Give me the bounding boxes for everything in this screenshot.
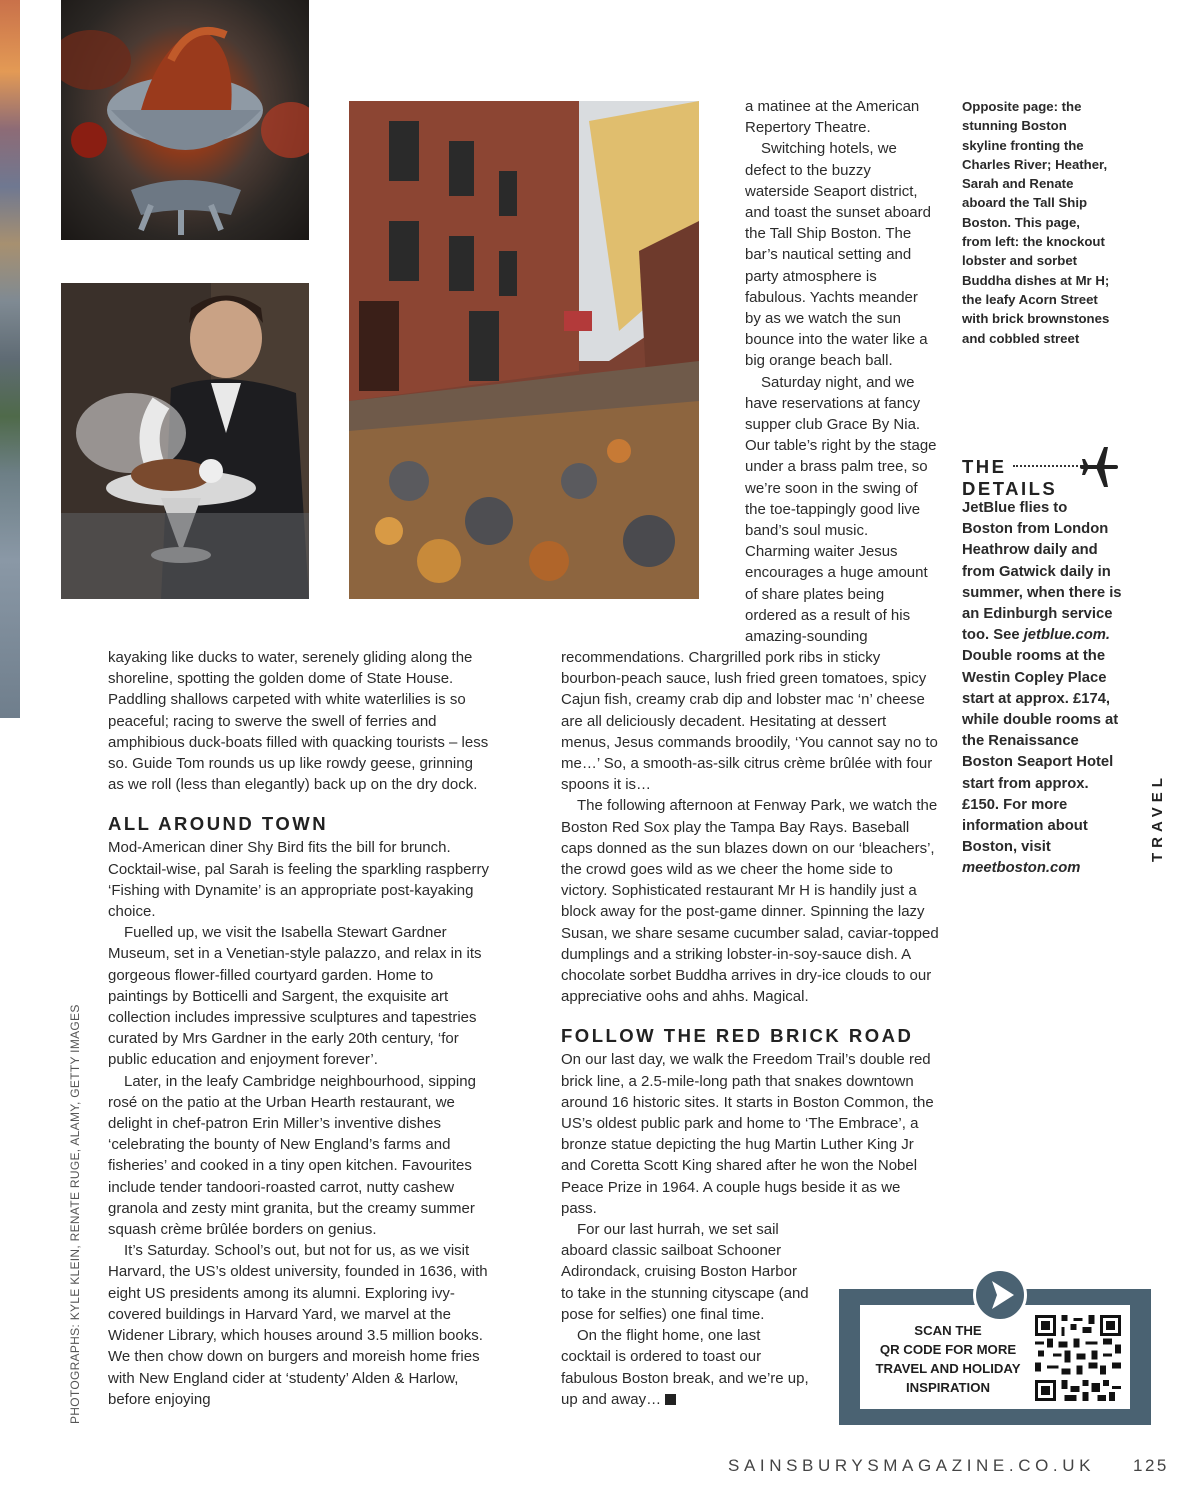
paragraph: kayaking like ducks to water, serenely gliding along the shoreline, spotting the golden dome of State House. Paddling shallows carpeted with white waterlilies is so peaceful; racing to swerve the swell of ferries and amphibious duck-boats filled with quacking tourists – less so. Guide Tom rounds us up like rowdy geese, grinning as we roll (less than elegantly) back up on the dry dock. [108, 649, 489, 794]
qr-promo-line: INSPIRATION [905, 1380, 990, 1395]
waiter-dry-ice-photo [61, 283, 309, 599]
qr-promo-text [860, 1321, 1036, 1397]
paragraph [561, 1325, 811, 1410]
paragraph: Switching hotels, we defect to the buzzy waterside Seaport district, and toast the sunset aboard the Tall Ship Boston. The bar’s nautical setting and party atmosphere is fabulous. Yachts meander by as we watch the sun bounce into the water like a big orange beach ball. [745, 140, 931, 370]
paragraph: Mod-American diner Shy Bird fits the bill for brunch. Cocktail-wise, pal Sarah is feeling the sparkling raspberry ‘Fishing with Dynamite’ is an appropriate post-kayaking choice. [108, 839, 490, 921]
jetblue-link[interactable]: jetblue.com. [1023, 627, 1111, 644]
article-column-top-right [745, 96, 937, 647]
qr-promo-line: TRAVEL AND HOLIDAY [875, 1361, 1021, 1376]
article-column-left [108, 647, 492, 1410]
page-number: 125 [1133, 1456, 1169, 1475]
details-body [962, 498, 1122, 880]
opposite-page-edge [0, 0, 20, 718]
paragraph: Later, in the leafy Cambridge neighbourhood, sipping rosé on the patio at the Urban Hearth restaurant, we delight in chef-patron Erin Miller’s inventive dishes ‘celebrating the bounty of New England’s farms and fisheries’ and cooked in a tiny open kitchen. Favourites include tender tandoori-roasted carrot, nutty cashew granola and zesty mint granita, but the creamy summer squash crème brûlée borders on genius. [108, 1072, 476, 1239]
meetboston-link[interactable]: meetboston.com [962, 860, 1081, 877]
play-arrow-icon [973, 1268, 1027, 1322]
paragraph: Saturday night, and we have reservations at fancy supper club Grace By Nia. Our table’s right by the stage under a brass palm tree, so we’re soon in the swing of the toe-tappingly good live band’s soul music. Charming waiter Jesus encourages a huge amount of share plates being ordered as a result of his amazing-sounding [745, 373, 937, 646]
photo-credit [66, 1000, 86, 1428]
paragraph: recommendations. Chargrilled pork ribs in sticky bourbon-peach sauce, lush fried green tomatoes, spicy Cajun fish, creamy crab dip and lobster mac ‘n’ cheese are all deliciously decadent. Hesitating at dessert menus, Jesus commands broodily, ‘You cannot say no to me…’ So, a smooth-as-silk citrus crème brûlée with four spoons it is… [561, 649, 938, 794]
paragraph: a matinee at the American Repertory Theatre. [745, 98, 920, 137]
closing-text: On the flight home, one last cocktail is ordered to toast our fabulous Boston break, and we’re up, up and away… [561, 1327, 809, 1408]
paragraph: For our last hurrah, we set sail aboard classic sailboat Schooner Adirondack, cruising Boston Harbor to take in the stunning cityscape (and pose for selfies) one final time. [561, 1221, 809, 1323]
details-heading-line: THE [962, 456, 1007, 477]
paragraph: Fuelled up, we visit the Isabella Stewart Gardner Museum, set in a Venetian-style palazzo, and relax in its gorgeous flower-filled courtyard garden. Home to paintings by Botticelli and Sargent, the exquisite art collection includes impressive sculptures and tapestries curated by Mrs Gardner in the early 20th century, ‘for public education and enjoyment forever’. [108, 924, 482, 1069]
photo-credit-text: PHOTOGRAPHS: KYLE KLEIN, RENATE RUGE, ALAMY, GETTY IMAGES [68, 1004, 82, 1424]
section-heading: ALL AROUND TOWN [108, 813, 329, 835]
dotted-flight-line [1013, 465, 1085, 467]
section-label-text: TRAVEL [1149, 773, 1166, 862]
airplane-icon [1080, 445, 1118, 489]
details-text: JetBlue flies to Boston from London Heathrow daily and from Gatwick daily in summer, when there is an Edinburgh service too. See [962, 500, 1122, 644]
qr-code[interactable] [1035, 1315, 1121, 1401]
qr-promo-line: QR CODE FOR MORE [879, 1342, 1017, 1357]
footer-website: SAINSBURYSMAGAZINE.CO.UK [728, 1456, 1096, 1475]
acorn-street-photo [349, 101, 699, 599]
section-label [1145, 750, 1173, 865]
section-heading: FOLLOW THE RED BRICK ROAD [561, 1025, 914, 1047]
end-mark-icon [665, 1394, 676, 1405]
paragraph: On our last day, we walk the Freedom Trail’s double red brick line, a 2.5-mile-long path that snakes downtown around 16 historic sites. It starts in Boston Common, the US’s oldest public park and home to ‘The Embrace’, a bronze statue depicting the hug Martin Luther King Jr and Coretta Scott King shared after he won the Nobel Peace Prize in 1964. A couple hugs beside it as we pass. [561, 1051, 934, 1217]
paragraph: The following afternoon at Fenway Park, we watch the Boston Red Sox play the Tampa Bay Rays. Baseball caps donned as the sun blazes down on our ‘bleachers’, the crowd goes wild as we cheer the home side to victory. Sophisticated restaurant Mr H is handily just a block away for the post-game dinner. Spinning the lazy Susan, we share sesame cucumber salad, caviar-topped dumplings and a striking lobster-in-soy-sauce dish. A chocolate sorbet Buddha arrives in dry-ice clouds to our appreciative oohs and ahhs. Magical. [561, 797, 939, 1006]
photo-caption: Opposite page: the stunning Boston skyline fronting the Charles River; Heather, Sarah and Renate aboard the Tall Ship Boston. This page, from left: the knockout lobster and sorbet Buddha dishes at Mr H; the leafy Acorn Street with brick brownstones and cobbled street [962, 99, 1110, 346]
details-heading-line: DETAILS [962, 478, 1058, 499]
details-text: Double rooms at the Westin Copley Place start at approx. £174, while double rooms at the Renaissance Boston Seaport Hotel start from approx. £150. For more information about Boston, visit [962, 648, 1119, 856]
paragraph: It’s Saturday. School’s out, but not for us, as we visit Harvard, the US’s oldest university, founded in 1636, with eight US presidents among its alumni. Exploring ivy-covered buildings in Harvard Yard, we marvel at the Widener Library, which houses around 3.5 million books. We then chow down on burgers and moreish home fries with New England cider at ‘studenty’ Alden & Harlow, before enjoying [108, 1242, 488, 1408]
qr-promo-line: SCAN THE [914, 1323, 982, 1338]
lobster-dish-photo [61, 0, 309, 240]
